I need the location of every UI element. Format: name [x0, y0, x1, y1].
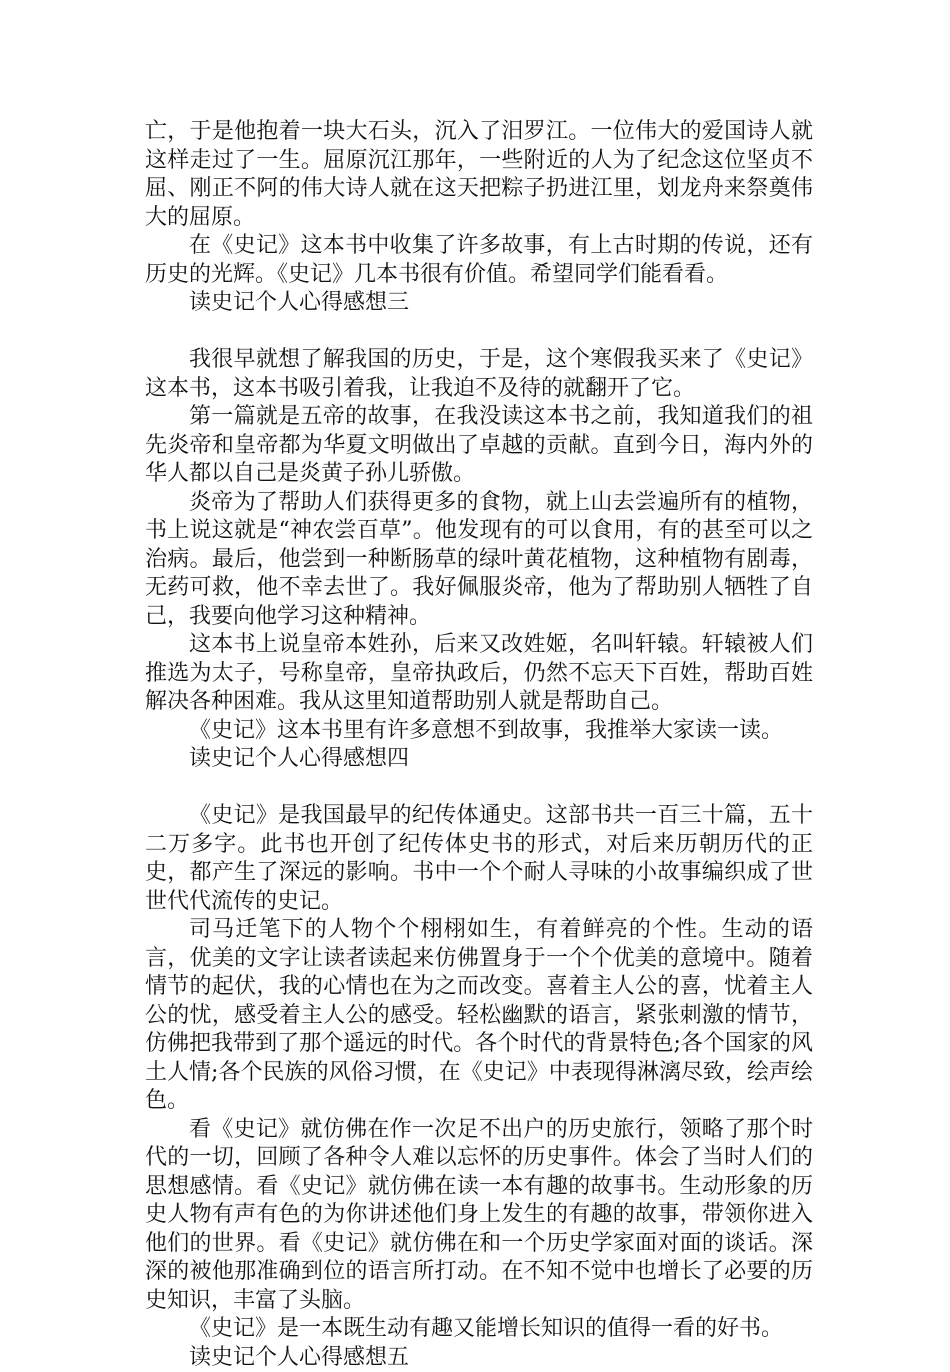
paragraph-qu-yuan-ending: 亡，于是他抱着一块大石头，沉入了汨罗江。一位伟大的爱国诗人就这样走过了一生。屈原沉江那年，一些附近的人为了纪念这位坚贞不屈、刚正不阿的伟大诗人就在这天把粽子扔进江里，划龙舟来祭奠伟大的屈原。: [145, 118, 813, 232]
section-heading-three: 读史记个人心得感想三: [145, 289, 813, 318]
paragraph-xuanyuan: 这本书上说皇帝本姓孙，后来又改姓姬，名叫轩辕。轩辕被人们推选为太子，号称皇帝，皇帝执政后，仍然不忘天下百姓，帮助百姓解决各种困难。我从这里知道帮助别人就是帮助自己。: [145, 631, 813, 717]
blank-line: [145, 318, 813, 347]
section-heading-five: 读史记个人心得感想五: [145, 1344, 813, 1372]
paragraph-biographical-history: 《史记》是我国最早的纪传体通史。这部书共一百三十篇，五十二万多字。此书也开创了纪传体史书的形式，对后来历朝历代的正史，都产生了深远的影响。书中一个个耐人寻味的小故事编织成了世世代代流传的史记。: [145, 802, 813, 916]
paragraph-bought-book: 我很早就想了解我国的历史，于是，这个寒假我买来了《史记》这本书，这本书吸引着我，让我迫不及待的就翻开了它。: [145, 346, 813, 403]
blank-line: [145, 774, 813, 803]
paragraph-shiji-stories: 在《史记》这本书中收集了许多故事，有上古时期的传说，还有历史的光辉。《史记》几本书很有价值。希望同学们能看看。: [145, 232, 813, 289]
paragraph-history-travel: 看《史记》就仿佛在作一次足不出户的历史旅行，领略了那个时代的一切，回顾了各种令人难以忘怀的历史事件。体会了当时人们的思想感情。看《史记》就仿佛在读一本有趣的故事书。生动形象的历史人物有声有色的为你讲述他们身上发生的有趣的故事，带领你进入他们的世界。看《史记》就仿佛在和一个历史学家面对面的谈话。深深的被他那准确到位的语言所打动。在不知不觉中也增长了必要的历史知识，丰富了头脑。: [145, 1116, 813, 1316]
document-page: [145, 118, 813, 1372]
paragraph-recommend: 《史记》这本书里有许多意想不到故事，我推举大家读一读。: [145, 717, 813, 746]
section-heading-four: 读史记个人心得感想四: [145, 745, 813, 774]
paragraph-five-emperors: 第一篇就是五帝的故事，在我没读这本书之前，我知道我们的祖先炎帝和皇帝都为华夏文明做出了卓越的贡献。直到今日，海内外的华人都以自己是炎黄子孙儿骄傲。: [145, 403, 813, 489]
paragraph-good-book: 《史记》是一本既生动有趣又能增长知识的值得一看的好书。: [145, 1315, 813, 1344]
paragraph-sima-qian: 司马迁笔下的人物个个栩栩如生，有着鲜亮的个性。生动的语言，优美的文字让读者读起来仿佛置身于一个个优美的意境中。随着情节的起伏，我的心情也在为之而改变。喜着主人公的喜，忧着主人公的忧，感受着主人公的感受。轻松幽默的语言，紧张刺激的情节，仿佛把我带到了那个遥远的时代。各个时代的背景特色;各个国家的风土人情;各个民族的风俗习惯，在《史记》中表现得淋漓尽致，绘声绘色。: [145, 916, 813, 1116]
paragraph-yan-emperor: 炎帝为了帮助人们获得更多的食物，就上山去尝遍所有的植物，书上说这就是“神农尝百草”。他发现有的可以食用，有的甚至可以之治病。最后，他尝到一种断肠草的绿叶黄花植物，这种植物有剧毒，无药可救，他不幸去世了。我好佩服炎帝，他为了帮助别人牺牲了自己，我要向他学习这种精神。: [145, 489, 813, 632]
